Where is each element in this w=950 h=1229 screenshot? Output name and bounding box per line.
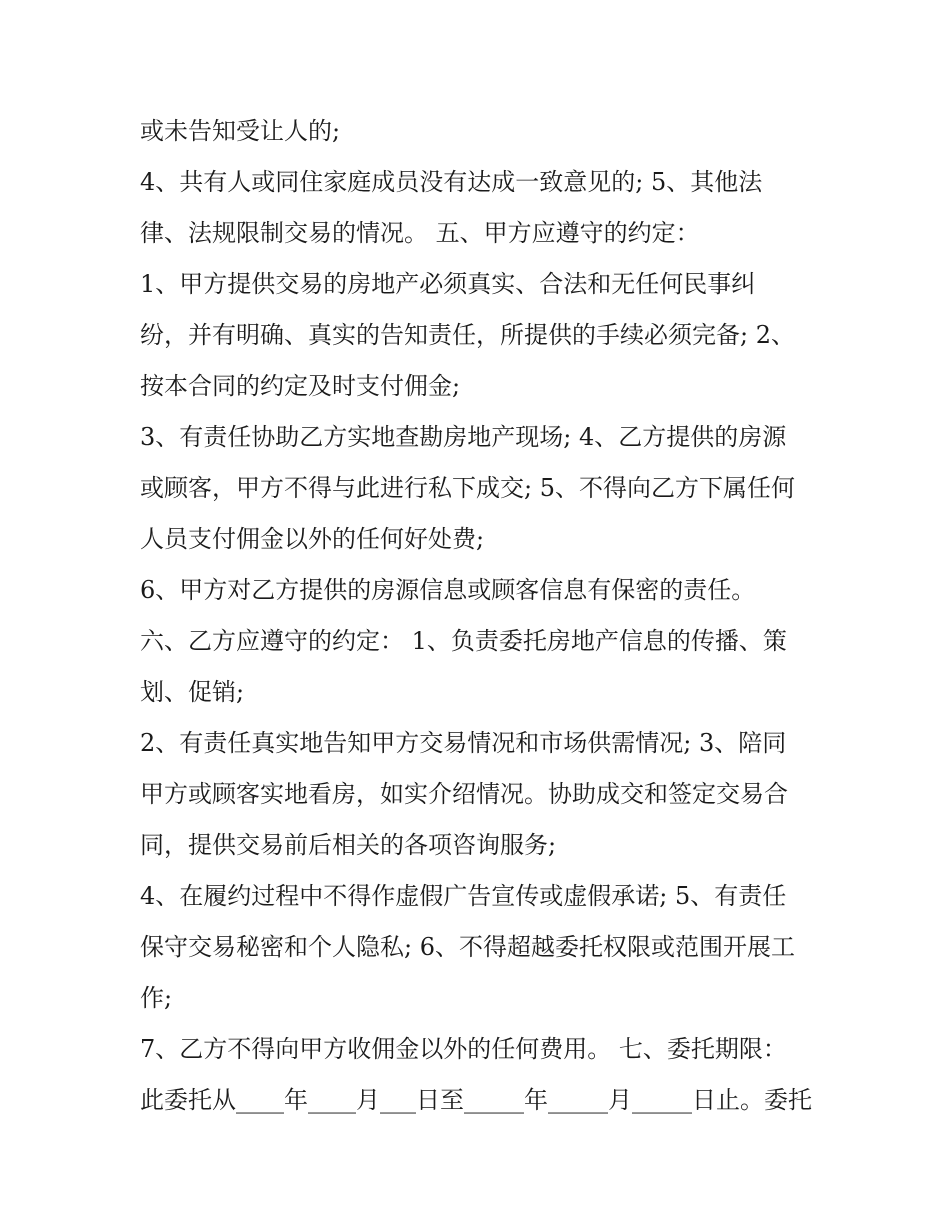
text-line: 六、乙方应遵守的约定： 1、负责委托房地产信息的传播、策 <box>140 627 787 655</box>
text-line: 人员支付佣金以外的任何好处费; <box>140 525 485 553</box>
text-line: 甲方或顾客实地看房，如实介绍情况。协助成交和签定交易合 <box>140 780 788 808</box>
text-line: 4、共有人或同住家庭成员没有达成一致意见的; 5、其他法 <box>140 168 763 196</box>
text-line: 作; <box>140 984 173 1012</box>
text-line: 按本合同的约定及时支付佣金; <box>140 372 461 400</box>
text-line: 或未告知受让人的; <box>140 117 341 145</box>
text-line: 此委托从____年____月___日至_____年_____月_____日止。委托 <box>140 1086 812 1114</box>
text-line: 纷，并有明确、真实的告知责任，所提供的手续必须完备; 2、 <box>140 321 795 349</box>
text-line: 同，提供交易前后相关的各项咨询服务; <box>140 831 557 859</box>
text-line: 保守交易秘密和个人隐私; 6、不得超越委托权限或范围开展工 <box>140 933 795 961</box>
text-line: 4、在履约过程中不得作虚假广告宣传或虚假承诺; 5、有责任 <box>140 882 787 910</box>
text-line: 7、乙方不得向甲方收佣金以外的任何费用。 七、委托期限： <box>140 1035 787 1063</box>
text-line: 6、甲方对乙方提供的房源信息或顾客信息有保密的责任。 <box>140 576 756 604</box>
text-line: 划、促销; <box>140 678 245 706</box>
text-line: 或顾客，甲方不得与此进行私下成交; 5、不得向乙方下属任何 <box>140 474 795 502</box>
document-body <box>140 106 820 1126</box>
text-line: 2、有责任真实地告知甲方交易情况和市场供需情况; 3、陪同 <box>140 729 787 757</box>
text-line: 1、甲方提供交易的房地产必须真实、合法和无任何民事纠 <box>140 270 756 298</box>
text-line: 律、法规限制交易的情况。 五、甲方应遵守的约定： <box>140 219 700 247</box>
text-line: 3、有责任协助乙方实地查勘房地产现场; 4、乙方提供的房源 <box>140 423 787 451</box>
